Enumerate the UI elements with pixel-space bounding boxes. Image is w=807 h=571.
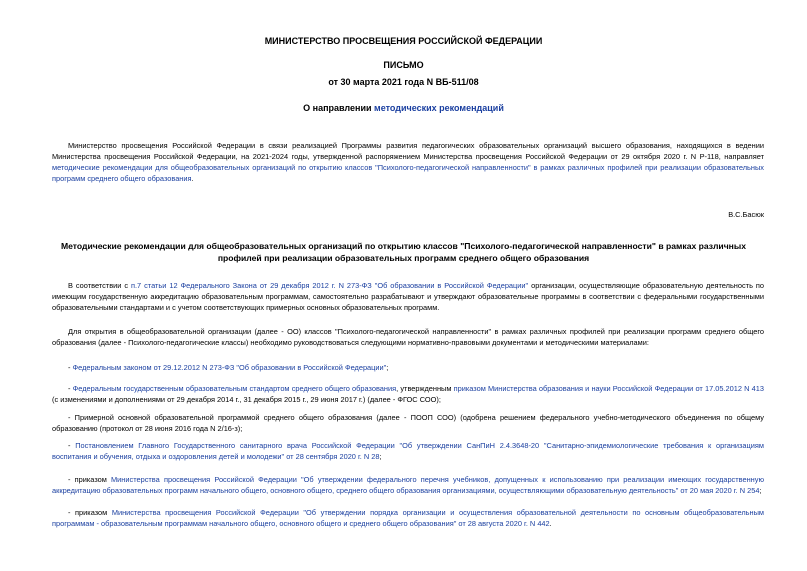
list-item-fgos [52,383,764,405]
list-text: - приказом [68,508,112,517]
list-end: . [549,519,552,528]
recommendations-link[interactable]: методические рекомендации для общеобразовательных организаций по открытию классов "Психолого-педагогической направленности" в рамках различных профилей при реализации образовательных программ среднего общего образования [52,163,764,183]
ministry-heading: МИНИСТЕРСТВО ПРОСВЕЩЕНИЯ РОССИЙСКОЙ ФЕДЕРАЦИИ [264,36,543,46]
list-item-procedure-order [52,507,764,529]
law-point-link[interactable]: п.7 [130,281,142,290]
list-dash: - [68,441,76,450]
list-item-sanpin [52,440,764,462]
federal-law-link[interactable]: Федеральным законом от 29.12.2012 N 273-ФЗ "Об образовании в Российской Федерации" [72,363,387,372]
list-item-textbooks-order [52,474,764,496]
document-date-number: от 30 марта 2021 года N ВБ-511/08 [328,77,479,87]
para1-text-1: В соответствии с [68,281,131,290]
paragraph-documents-intro: Для открытия в общеобразовательной организации (далее - ОО) классов "Психолого-педагогической направленности" в рамках различных профилей при реализации программ среднего общего образования (далее - Психолого-педагогические классы) необходимо руководствоваться следующими нормативно-правовыми документами и методическими материалами: [52,327,764,347]
list-text: - приказом [68,475,112,484]
order-254-link[interactable]: Министерства просвещения Российской Федерации "Об утверждении федерального перечня учебников, допущенных к использованию при реализации имеющих государственную аккредитацию образовательных программ начального общего, основного общего, среднего общего образования организациями, осуществляющими образовательную деятельность" от 20 мая 2020 г. N 254 [52,475,764,495]
document-subject [0,103,807,114]
order-442-link[interactable]: Министерства просвещения Российской Федерации "Об утверждении порядка организации и осуществления образовательной деятельности по основным общеобразовательным программам - образовательным программам начального общего, основного общего и среднего общего образования" от 28 августа 2020 г. N 442 [52,508,764,528]
fgos-link[interactable]: Федеральным государственным образовательным стандартом среднего общего образования [72,384,397,393]
list-dash: - [68,384,73,393]
document-type: ПИСЬМО [383,60,424,70]
list-end: (с изменениями и дополнениями от 29 декабря 2014 г., 31 декабря 2015 г., 29 июня 2017 г.) (далее - ФГОС СОО); [52,395,441,404]
intro-text: Министерство просвещения Российской Федерации в связи реализацией Программы развития педагогических образовательных организаций высшего образования, находящихся в ведении Министерства просвещения Российской Федерации, на 2021-2024 годы, утвержденной распоряжением Министерства просвещения Российской Федерации от 29 октября 2020 г. N Р-118, направляет [52,141,764,161]
list-item-federal-law [52,362,764,373]
subject-link[interactable]: методических рекомендаций [374,103,504,113]
list-text: , утвержденным [396,384,454,393]
sanpin-link[interactable]: Постановлением Главного Государственного санитарного врача Российской Федерации "Об утверждении СанПиН 2.4.3648-20 "Санитарно-эпидемиологические требования к организациям воспитания и обучения, отдыха и оздоровления детей и молодежи" от 28 сентября 2020 г. N 28 [52,441,764,461]
recommendations-title: Методические рекомендации для общеобразовательных организаций по открытию классов "Психолого-педагогической направленности" в рамках различных профилей при реализации образовательных программ среднего общего образования [60,241,746,263]
list-dash: - [68,363,73,372]
list-end: ; [386,363,389,372]
intro-end: . [191,174,194,183]
list-item-poop: - Примерной основной образовательной программой среднего общего образования (далее - ПООП СОО) (одобрена решением федерального учебно-методического объединения по общему образованию (протокол от 28 июня 2016 года N 2/16-з); [52,413,764,433]
para1-text-3: организации, осуществляющие образовательную деятельность по имеющим государственную аккредитацию образовательным программам, самостоятельно разрабатывают и утверждают образовательные программы в соответствии с федеральными государственными образовательными стандартами и с учетом соответствующих примерных основных образовательных программ. [52,281,764,312]
list-end: ; [379,452,382,461]
order-413-link[interactable]: приказом Министерства образования и науки Российской Федерации от 17.05.2012 N 413 [453,384,765,393]
law-article-link[interactable]: статьи 12 Федерального Закона от 29 декабря 2012 г. N 273-ФЗ "Об образовании в Российской Федерации" [144,281,529,290]
subject-prefix: О направлении [303,103,375,113]
signature: В.С.Басюк [728,210,764,219]
paragraph-legal-basis [52,280,764,313]
intro-paragraph [52,140,764,184]
list-end: ; [759,486,762,495]
